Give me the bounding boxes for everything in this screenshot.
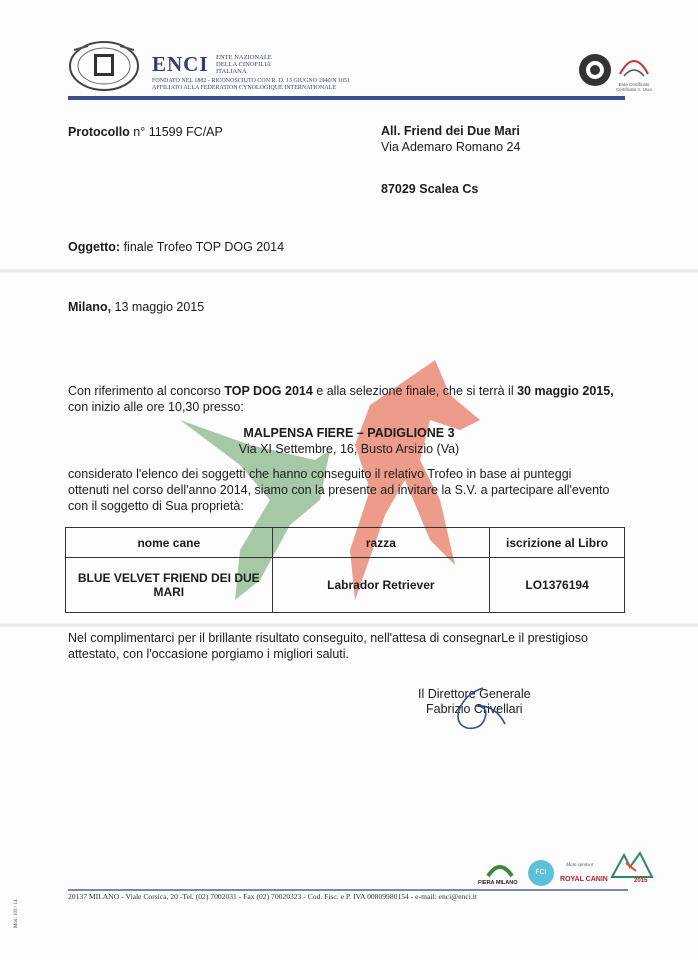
table-header-row (66, 528, 625, 558)
sponsor-note: Main sponsor (566, 863, 594, 868)
handwritten-signature (445, 684, 515, 734)
recipient-street: Via Ademaro Romano 24 (381, 140, 521, 154)
subject-line (68, 239, 284, 255)
cert-caption (610, 82, 658, 92)
fold-mark-lower (0, 622, 698, 628)
event-year: 2015 (634, 878, 648, 884)
org-line-2: DELLA CINOFILIA (216, 61, 272, 68)
cell-dog-name: BLUE VELVET FRIEND DEI DUE MARI (66, 558, 273, 613)
p1-text-a: Con riferimento al concorso (68, 384, 225, 398)
sponsor-fiera-label: FIERA MILANO (478, 880, 518, 886)
p2-line-1: considerato l'elenco dei soggetti che hanno conseguito il relativo Trofeo in base ai punteggi (68, 467, 572, 481)
p1-contest: TOP DOG 2014 (224, 384, 313, 398)
cert-caption-2: Certificato n. 16xx (615, 87, 652, 92)
protocol-value: n° 11599 FC/AP (133, 125, 223, 139)
accredia-seal-icon (578, 53, 612, 87)
fci-logo-text: FCI (535, 869, 547, 876)
subject-label: Oggetto: (68, 240, 121, 254)
org-line-3: ITALIANA (216, 68, 247, 75)
cell-registry: LO1376194 (490, 558, 625, 613)
header-dog-name: nome cane (66, 528, 273, 558)
date-line (68, 299, 204, 315)
recipient-name: All. Friend dei Due Mari (381, 124, 520, 138)
table-row (66, 558, 625, 613)
header-divider (68, 96, 625, 100)
closing-line-2: attestato, con l'occasione porgiamo i migliori saluti. (68, 647, 349, 661)
p1-line-2: con inizio alle ore 10,30 presso: (68, 400, 244, 414)
fold-mark-upper (0, 268, 698, 274)
date-city: Milano, (68, 300, 112, 314)
affiliation-line: AFFILIATO ALLA FEDERATION CYNOLOGIQUE INTERNATIONALE (152, 85, 336, 91)
closing-paragraph (68, 630, 628, 662)
p1-text-c: e alla selezione finale, che si terrà il (312, 384, 518, 398)
closing-line-1: Nel complimentarci per il brillante risultato conseguito, nell'attesa di consegnarLe il prestigioso (68, 631, 589, 645)
venue-name: MALPENSA FIERE – PADIGLIONE 3 (243, 426, 455, 440)
event-logo-icon (610, 851, 654, 881)
venue-address: Via XI Settembre, 16, Busto Arsizio (Va) (238, 442, 460, 456)
enci-emblem-icon (68, 40, 140, 92)
enci-brand: ENCI (152, 52, 209, 76)
sponsor-royal-label: ROYAL CANIN (560, 876, 608, 883)
fci-logo (528, 860, 554, 886)
header-registry: iscrizione al Libro (490, 528, 625, 558)
header-breed: razza (272, 528, 490, 558)
p2-line-2: ottenuti nel corso dell'anno 2014, siamo con la presente ad invitare la S.V. a partecipare all'evento (68, 483, 610, 497)
body-paragraph-1 (68, 383, 628, 415)
p2-line-3: con il soggetto di Sua proprietà: (68, 499, 244, 513)
signature-title: Il Direttore Generale (418, 687, 531, 701)
cert-caption-1: Ente Certificato (618, 82, 650, 87)
p1-event-date: 30 maggio 2015, (517, 384, 614, 398)
signature-name: Fabrizio Crivellari (426, 702, 523, 716)
form-code: Mod. 109 / 14 (14, 899, 19, 928)
footer-address: 20137 MILANO - Viale Corsica, 20 -Tel. (02) 7002031 - Fax (02) 70020323 - Cod. Fisc. e P. IVA 00809980154 - e-mail: enci@enci.it (68, 892, 477, 901)
p1-line-1 (68, 383, 628, 399)
form-code-wrap (14, 888, 26, 928)
subject-value: finale Trofeo TOP DOG 2014 (123, 240, 285, 254)
date-value: 13 maggio 2015 (114, 300, 205, 314)
protocol-label: Protocollo (68, 125, 130, 139)
founded-line: FONDATO NEL 1882 - RICONOSCIUTO CON R. D. 13 GIUGNO 1940/N 1051 (152, 78, 351, 84)
footer-divider (68, 889, 628, 891)
dog-table (65, 527, 625, 613)
org-line-1: ENTE NAZIONALE (216, 54, 272, 61)
certification-seal-icon (616, 52, 652, 82)
org-name-block (216, 54, 272, 75)
cell-breed: Labrador Retriever (272, 558, 490, 613)
fiera-milano-logo-icon (486, 858, 514, 880)
body-paragraph-2 (68, 466, 628, 514)
recipient-city: 87029 Scalea Cs (381, 182, 479, 196)
protocol-line (68, 124, 223, 140)
